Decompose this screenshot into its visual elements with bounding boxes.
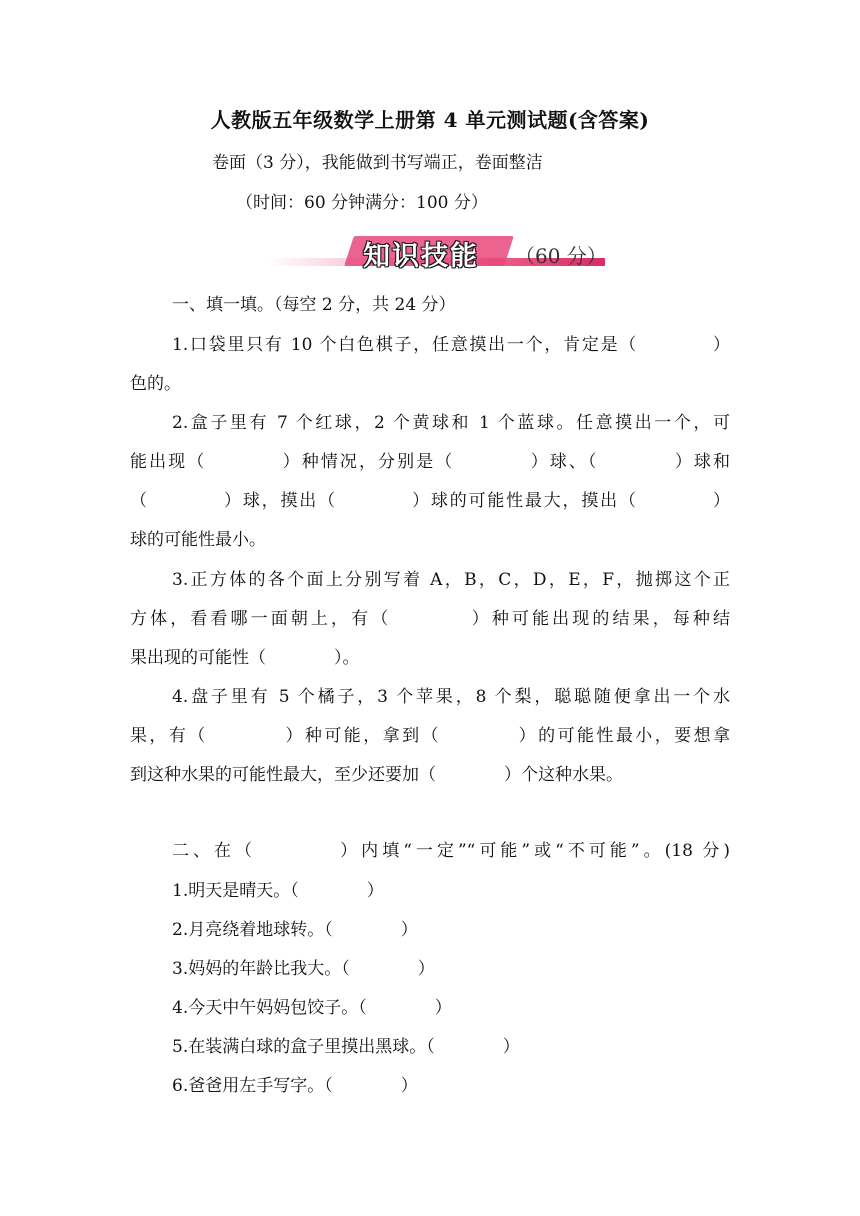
s2-item-1: 1.明天是晴天。（ ） xyxy=(172,881,384,901)
q2-line3: （ ）球，摸出（ ）球的可能性最大，摸出（ ） xyxy=(130,491,730,511)
q3-line3: 果出现的可能性（ ）。 xyxy=(130,648,360,668)
banner-score: （60 分） xyxy=(515,244,607,268)
s2-item-2: 2.月亮绕着地球转。（ ） xyxy=(172,920,418,940)
q4-line1: 4.盘子里有 5 个橘子，3 个苹果，8 个梨，聪聪随便拿出一个水 xyxy=(172,687,730,707)
q4-line3: 到这种水果的可能性最大，至少还要加（ ）个这种水果。 xyxy=(130,765,623,785)
section-banner xyxy=(265,234,610,274)
page-title: 人教版五年级数学上册第 4 单元测试题(含答案) xyxy=(210,108,650,132)
banner-label: 知识技能 xyxy=(363,241,479,272)
neatness-note: 卷面（3 分），我能做到书写端正，卷面整洁 xyxy=(212,153,543,173)
q3-line1: 3.正方体的各个面上分别写着 A，B，C，D，E，F，抛掷这个正 xyxy=(172,570,730,590)
time-score-info: （时间：60 分钟满分：100 分） xyxy=(236,193,488,213)
q1-line2: 色的。 xyxy=(130,374,181,394)
section2-heading: 二、在（ ）内填“一定”“可能”或“不可能”。(18 分) xyxy=(172,841,730,861)
section1-heading: 一、填一填。（每空 2 分，共 24 分） xyxy=(172,295,456,315)
q2-line4: 球的可能性最小。 xyxy=(130,530,266,550)
s2-item-4: 4.今天中午妈妈包饺子。（ ） xyxy=(172,998,452,1018)
s2-item-5: 5.在装满白球的盒子里摸出黑球。（ ） xyxy=(172,1037,520,1057)
q2-line2: 能出现（ ）种情况，分别是（ ）球、（ ）球和 xyxy=(130,452,730,472)
q2-line1: 2.盒子里有 7 个红球，2 个黄球和 1 个蓝球。任意摸出一个，可 xyxy=(172,413,730,433)
s2-item-3: 3.妈妈的年龄比我大。（ ） xyxy=(172,959,435,979)
q3-line2: 方体，看看哪一面朝上，有（ ）种可能出现的结果，每种结 xyxy=(130,609,730,629)
q1-line1: 1.口袋里只有 10 个白色棋子，任意摸出一个，肯定是（ ） xyxy=(172,335,730,355)
s2-item-6: 6.爸爸用左手写字。（ ） xyxy=(172,1076,418,1096)
q4-line2: 果，有（ ）种可能，拿到（ ）的可能性最小，要想拿 xyxy=(130,726,730,746)
